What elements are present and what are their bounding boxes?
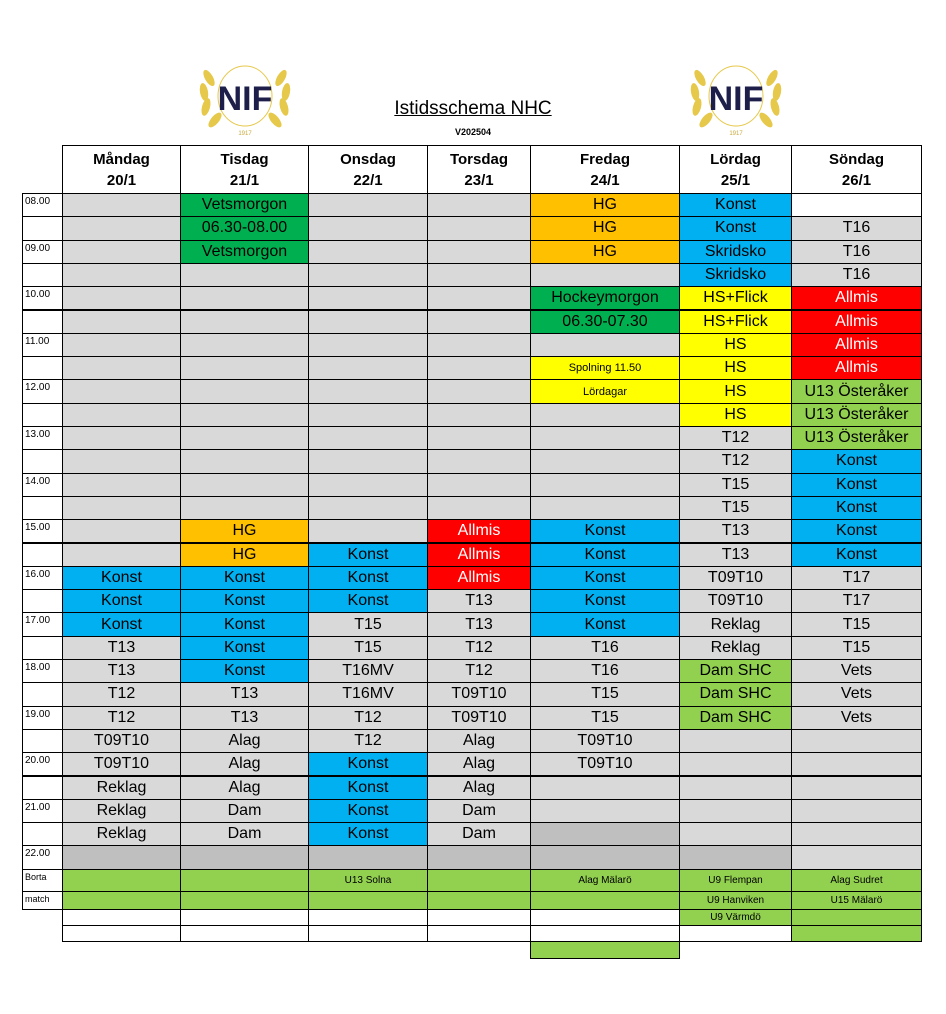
time-label: [22, 543, 63, 567]
schedule-cell: [180, 333, 309, 357]
schedule-cell: T15: [791, 636, 922, 660]
schedule-cell: [679, 752, 792, 776]
schedule-cell: Alag: [427, 776, 531, 800]
schedule-cell: [308, 310, 428, 334]
schedule-cell: [308, 333, 428, 357]
schedule-cell: [308, 216, 428, 240]
time-label: 08.00: [22, 193, 63, 217]
schedule-cell: T09T10: [679, 566, 792, 590]
schedule-cell: Konst: [308, 799, 428, 823]
schedule-cell: [62, 473, 181, 497]
schedule-cell: [427, 379, 531, 403]
schedule-cell: HS+Flick: [679, 286, 792, 310]
schedule-cell: Konst: [180, 566, 309, 590]
schedule-cell: T13: [427, 612, 531, 636]
schedule-cell: Konst: [308, 566, 428, 590]
schedule-cell: [180, 356, 309, 380]
schedule-cell: Lördagar: [530, 379, 680, 403]
schedule-cell: [427, 240, 531, 264]
schedule-cell: Allmis: [427, 519, 531, 543]
away-cell: U9 Hanviken: [679, 891, 792, 910]
schedule-cell: T12: [679, 449, 792, 473]
time-label: [22, 776, 63, 800]
schedule-cell: [679, 776, 792, 800]
schedule-cell: [62, 193, 181, 217]
schedule-cell: [427, 333, 531, 357]
schedule-cell: T16MV: [308, 659, 428, 683]
schedule-cell: [530, 403, 680, 427]
away-cell: [427, 909, 531, 926]
away-cell: [530, 909, 680, 926]
schedule-cell: Konst: [180, 612, 309, 636]
schedule-cell: T16: [791, 240, 922, 264]
time-label: 15.00: [22, 519, 63, 543]
schedule-cell: Konst: [308, 543, 428, 567]
away-cell: [308, 925, 428, 942]
schedule-cell: Konst: [791, 543, 922, 567]
away-cell: [308, 909, 428, 926]
time-label: [22, 729, 63, 753]
time-label: [22, 822, 63, 846]
schedule-cell: Hockeymorgon: [530, 286, 680, 310]
schedule-cell: [62, 286, 181, 310]
schedule-cell: HS: [679, 379, 792, 403]
time-label: 22.00: [22, 845, 63, 869]
schedule-cell: T12: [308, 706, 428, 730]
schedule-cell: [791, 845, 922, 869]
away-cell: Alag Mälarö: [530, 869, 680, 892]
schedule-cell: U13 Österåker: [791, 379, 922, 403]
schedule-cell: [180, 845, 309, 869]
schedule-cell: Reklag: [679, 636, 792, 660]
logo-year-right: 1917: [729, 131, 743, 137]
away-cell: [679, 925, 792, 942]
schedule-cell: [180, 496, 309, 520]
schedule-cell: HG: [530, 193, 680, 217]
schedule-cell: Alag: [180, 729, 309, 753]
schedule-cell: Konst: [308, 589, 428, 613]
day-header: [427, 145, 531, 194]
schedule-cell: [679, 799, 792, 823]
schedule-cell: [62, 449, 181, 473]
schedule-cell: U13 Österåker: [791, 403, 922, 427]
schedule-cell: [62, 333, 181, 357]
schedule-cell: Vets: [791, 706, 922, 730]
away-cell: [530, 891, 680, 910]
schedule-cell: [308, 426, 428, 450]
schedule-cell: [62, 543, 181, 567]
schedule-cell: [180, 310, 309, 334]
away-cell: [62, 869, 181, 892]
schedule-cell: Konst: [180, 636, 309, 660]
schedule-cell: Konst: [530, 519, 680, 543]
logo-text-left: NIF: [217, 80, 273, 118]
schedule-cell: 06.30-08.00: [180, 216, 309, 240]
schedule-cell: T16: [791, 263, 922, 287]
schedule-cell: Dam: [427, 799, 531, 823]
day-name: Fredag: [579, 150, 630, 168]
schedule-cell: T15: [791, 612, 922, 636]
schedule-cell: [308, 193, 428, 217]
day-header: [62, 145, 181, 194]
schedule-cell: Alag: [427, 729, 531, 753]
day-date: 20/1: [106, 171, 137, 189]
schedule-cell: Konst: [530, 566, 680, 590]
schedule-cell: [427, 449, 531, 473]
schedule-cell: [180, 426, 309, 450]
time-label: 18.00: [22, 659, 63, 683]
schedule-cell: [427, 263, 531, 287]
schedule-cell: [530, 799, 680, 823]
schedule-cell: HG: [530, 240, 680, 264]
day-date: 21/1: [229, 171, 260, 189]
schedule-cell: [62, 379, 181, 403]
logo-text-right: NIF: [708, 80, 764, 118]
day-name: Tisdag: [220, 150, 269, 168]
schedule-cell: T13: [427, 589, 531, 613]
schedule-cell: [308, 845, 428, 869]
schedule-cell: T13: [62, 659, 181, 683]
schedule-cell: T16: [791, 216, 922, 240]
schedule-cell: U13 Österåker: [791, 426, 922, 450]
version-label: V202504: [454, 127, 492, 137]
schedule-cell: [679, 822, 792, 846]
day-date: 24/1: [590, 171, 620, 189]
schedule-cell: [791, 799, 922, 823]
day-date: 23/1: [464, 171, 494, 189]
schedule-cell: [180, 263, 309, 287]
schedule-cell: Reklag: [62, 776, 181, 800]
schedule-cell: Konst: [308, 822, 428, 846]
schedule-cell: [530, 449, 680, 473]
page-title: Istidsschema NHC: [394, 98, 552, 119]
away-cell: [62, 925, 181, 942]
schedule-cell: [308, 263, 428, 287]
schedule-cell: T09T10: [530, 729, 680, 753]
schedule-cell: Skridsko: [679, 263, 792, 287]
schedule-cell: [62, 426, 181, 450]
time-label: [22, 356, 63, 380]
day-name: Lördag: [710, 150, 761, 168]
schedule-cell: [427, 216, 531, 240]
schedule-cell: Reklag: [679, 612, 792, 636]
schedule-cell: Konst: [530, 589, 680, 613]
schedule-cell: [308, 240, 428, 264]
away-cell: U13 Solna: [308, 869, 428, 892]
away-cell: [180, 925, 309, 942]
logo-year-left: 1917: [238, 131, 252, 137]
schedule-cell: Skridsko: [679, 240, 792, 264]
schedule-cell: [427, 473, 531, 497]
schedule-cell: T16: [530, 659, 680, 683]
schedule-cell: Konst: [62, 612, 181, 636]
time-label: [22, 589, 63, 613]
day-date: 26/1: [841, 171, 872, 189]
time-label: [22, 496, 63, 520]
schedule-cell: T16MV: [308, 682, 428, 706]
schedule-cell: [180, 403, 309, 427]
schedule-cell: [180, 449, 309, 473]
schedule-cell: Konst: [62, 589, 181, 613]
schedule-cell: [679, 729, 792, 753]
schedule-cell: T09T10: [679, 589, 792, 613]
schedule-cell: T09T10: [530, 752, 680, 776]
schedule-cell: T12: [427, 636, 531, 660]
schedule-cell: [62, 845, 181, 869]
schedule-cell: Reklag: [62, 822, 181, 846]
schedule-cell: Vetsmorgon: [180, 240, 309, 264]
schedule-cell: Alag: [180, 752, 309, 776]
time-label: 09.00: [22, 240, 63, 264]
day-name: Måndag: [93, 150, 150, 168]
schedule-cell: Allmis: [791, 286, 922, 310]
away-cell: [180, 869, 309, 892]
schedule-cell: T15: [308, 636, 428, 660]
schedule-cell: T15: [679, 473, 792, 497]
schedule-cell: T16: [530, 636, 680, 660]
day-header: [679, 145, 792, 194]
away-cell: [427, 869, 531, 892]
schedule-cell: [427, 403, 531, 427]
away-cell: [530, 941, 680, 959]
time-label: [22, 310, 63, 334]
schedule-cell: [62, 403, 181, 427]
schedule-cell: Alag: [427, 752, 531, 776]
schedule-cell: [62, 310, 181, 334]
schedule-cell: [791, 193, 922, 217]
day-header: [308, 145, 428, 194]
schedule-cell: [530, 776, 680, 800]
schedule-cell: [530, 822, 680, 846]
time-label: [22, 263, 63, 287]
schedule-cell: [530, 263, 680, 287]
schedule-cell: T17: [791, 566, 922, 590]
schedule-cell: Konst: [180, 659, 309, 683]
schedule-cell: [180, 379, 309, 403]
schedule-cell: HS+Flick: [679, 310, 792, 334]
schedule-cell: [427, 356, 531, 380]
away-cell: [791, 909, 922, 926]
away-cell: U9 Flempan: [679, 869, 792, 892]
day-name: Söndag: [829, 150, 884, 168]
schedule-cell: T15: [530, 706, 680, 730]
schedule-cell: Konst: [530, 543, 680, 567]
away-cell: [180, 891, 309, 910]
away-cell: U15 Mälarö: [791, 891, 922, 910]
schedule-cell: Konst: [791, 473, 922, 497]
time-label: 13.00: [22, 426, 63, 450]
time-label: 11.00: [22, 333, 63, 357]
schedule-cell: Dam: [427, 822, 531, 846]
schedule-cell: T15: [679, 496, 792, 520]
schedule-cell: Allmis: [791, 333, 922, 357]
schedule-cell: T09T10: [427, 706, 531, 730]
schedule-cell: T12: [62, 706, 181, 730]
schedule-cell: Dam: [180, 799, 309, 823]
schedule-cell: Vets: [791, 682, 922, 706]
schedule-cell: Konst: [679, 193, 792, 217]
day-header: [791, 145, 922, 194]
away-cell: Alag Sudret: [791, 869, 922, 892]
schedule-cell: HG: [530, 216, 680, 240]
time-label: [22, 682, 63, 706]
day-header: [180, 145, 309, 194]
schedule-cell: Konst: [530, 612, 680, 636]
day-date: 22/1: [353, 171, 383, 189]
schedule-cell: Allmis: [791, 310, 922, 334]
schedule-cell: Allmis: [427, 543, 531, 567]
schedule-cell: T13: [180, 682, 309, 706]
schedule-cell: T13: [180, 706, 309, 730]
time-label: 14.00: [22, 473, 63, 497]
schedule-cell: [427, 193, 531, 217]
schedule-cell: T12: [679, 426, 792, 450]
schedule-cell: [308, 519, 428, 543]
away-label-1: Borta: [22, 869, 63, 892]
schedule-cell: [62, 496, 181, 520]
time-label: [22, 636, 63, 660]
schedule-cell: [427, 496, 531, 520]
schedule-cell: [62, 356, 181, 380]
time-label: 19.00: [22, 706, 63, 730]
time-label: 20.00: [22, 752, 63, 776]
schedule-cell: T13: [62, 636, 181, 660]
schedule-cell: [530, 333, 680, 357]
schedule-cell: Dam: [180, 822, 309, 846]
time-label: [22, 403, 63, 427]
schedule-cell: Konst: [180, 589, 309, 613]
schedule-cell: [679, 845, 792, 869]
away-cell: [180, 909, 309, 926]
schedule-cell: T17: [791, 589, 922, 613]
schedule-cell: T13: [679, 519, 792, 543]
away-cell: [62, 909, 181, 926]
schedule-cell: [62, 216, 181, 240]
schedule-cell: T09T10: [427, 682, 531, 706]
away-cell: [427, 891, 531, 910]
away-cell: U9 Värmdö: [679, 909, 792, 926]
schedule-cell: Vets: [791, 659, 922, 683]
schedule-cell: [427, 286, 531, 310]
schedule-cell: Spolning 11.50: [530, 356, 680, 380]
schedule-cell: [427, 426, 531, 450]
schedule-cell: [530, 426, 680, 450]
schedule-cell: [791, 729, 922, 753]
schedule-cell: T12: [62, 682, 181, 706]
schedule-cell: [791, 822, 922, 846]
schedule-cell: Konst: [308, 752, 428, 776]
schedule-cell: [308, 449, 428, 473]
schedule-cell: T09T10: [62, 729, 181, 753]
schedule-cell: Dam SHC: [679, 659, 792, 683]
time-label: 16.00: [22, 566, 63, 590]
away-cell: [308, 891, 428, 910]
schedule-cell: HG: [180, 543, 309, 567]
schedule-cell: Konst: [62, 566, 181, 590]
schedule-cell: [791, 776, 922, 800]
schedule-cell: [427, 845, 531, 869]
schedule-cell: Konst: [308, 776, 428, 800]
schedule-cell: Konst: [791, 449, 922, 473]
schedule-cell: [530, 473, 680, 497]
schedule-cell: Allmis: [427, 566, 531, 590]
time-label: [22, 216, 63, 240]
schedule-cell: HS: [679, 356, 792, 380]
schedule-cell: Allmis: [791, 356, 922, 380]
time-label: 12.00: [22, 379, 63, 403]
schedule-cell: [427, 310, 531, 334]
time-label: 17.00: [22, 612, 63, 636]
schedule-cell: Konst: [679, 216, 792, 240]
schedule-cell: HS: [679, 333, 792, 357]
away-cell: [530, 925, 680, 942]
schedule-cell: T09T10: [62, 752, 181, 776]
away-label-2: match: [22, 891, 63, 910]
day-name: Onsdag: [340, 150, 396, 168]
schedule-cell: T15: [308, 612, 428, 636]
schedule-cell: 06.30-07.30: [530, 310, 680, 334]
schedule-cell: [62, 263, 181, 287]
schedule-cell: Dam SHC: [679, 706, 792, 730]
schedule-cell: T15: [530, 682, 680, 706]
schedule-cell: [308, 286, 428, 310]
schedule-cell: [791, 752, 922, 776]
schedule-cell: HS: [679, 403, 792, 427]
schedule-cell: Reklag: [62, 799, 181, 823]
schedule-cell: Konst: [791, 496, 922, 520]
schedule-cell: T13: [679, 543, 792, 567]
schedule-cell: [308, 403, 428, 427]
schedule-cell: Dam SHC: [679, 682, 792, 706]
schedule-cell: [62, 240, 181, 264]
away-cell: [427, 925, 531, 942]
away-cell: [791, 925, 922, 942]
day-name: Torsdag: [449, 150, 509, 168]
schedule-cell: [530, 845, 680, 869]
schedule-cell: [62, 519, 181, 543]
schedule-cell: [308, 379, 428, 403]
schedule-cell: Vetsmorgon: [180, 193, 309, 217]
schedule-cell: [180, 286, 309, 310]
time-label: 21.00: [22, 799, 63, 823]
schedule-cell: T12: [427, 659, 531, 683]
schedule-cell: [308, 473, 428, 497]
schedule-cell: T12: [308, 729, 428, 753]
schedule-cell: Alag: [180, 776, 309, 800]
schedule-cell: Konst: [791, 519, 922, 543]
schedule-cell: [180, 473, 309, 497]
day-date: 25/1: [720, 171, 751, 189]
schedule-cell: [308, 356, 428, 380]
day-header: [530, 145, 680, 194]
time-label: 10.00: [22, 286, 63, 310]
schedule-cell: [530, 496, 680, 520]
schedule-cell: [308, 496, 428, 520]
time-label: [22, 449, 63, 473]
schedule-cell: HG: [180, 519, 309, 543]
away-cell: [62, 891, 181, 910]
